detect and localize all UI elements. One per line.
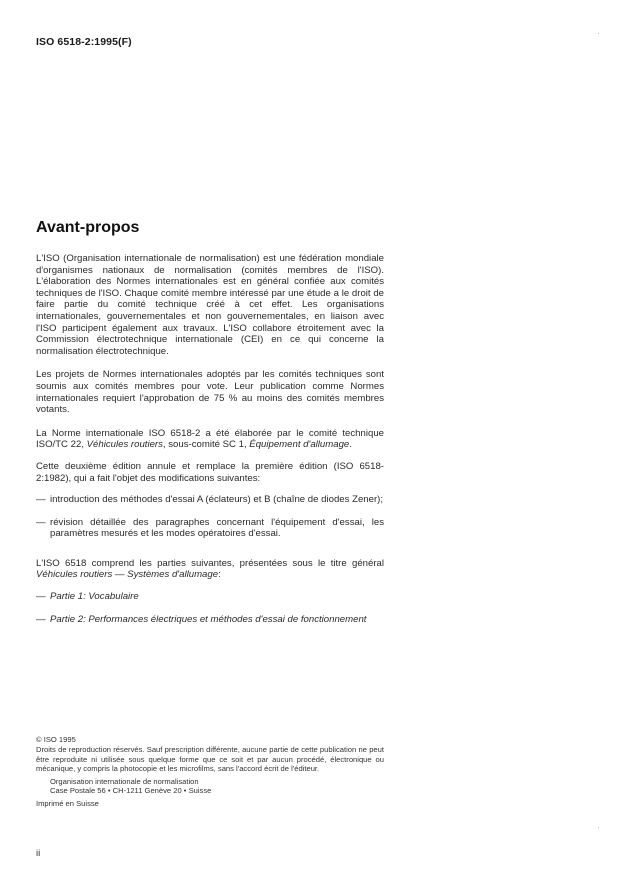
part-title: Partie 1: Vocabulaire [50,591,139,603]
dash-marker: — [36,591,46,603]
list-item [36,591,384,603]
modification-text: révision détaillée des paragraphes concernant l'équipement d'essai, les paramètres mesurés et les modes opératoires d'essai. [50,516,384,540]
part-title: Partie 2: Performances électriques et méthodes d'essai de fonctionnement [50,613,367,625]
paragraph-parts-intro [36,558,384,581]
dash-marker: — [36,494,46,506]
paragraph-edition: Cette deuxième édition annule et remplace la première édition (ISO 6518-2:1982), qui a fait l'objet des modifications suivantes: [36,460,384,484]
copyright-line: © ISO 1995 [36,735,76,744]
committee-equipment-title: Équipement d'allumage [249,439,350,451]
parts-list [36,591,384,625]
modifications-list [36,494,384,540]
organisation-name: Organisation internationale de normalisation [50,776,199,786]
list-item [36,517,384,540]
scan-speck [598,827,599,828]
parts-intro-end: : [218,569,221,581]
rights-notice: Droits de reproduction réservés. Sauf prescription différente, aucune partie de cette publication ne peut être reproduite ni utilisée sous quelque forme que ce soit et par aucun procédé, électronique ou mécanique, y compris la photocopie et les microfilms, sans l'accord écrit de l'éditeur. [36,745,384,774]
dash-marker: — [36,516,46,528]
postal-address: Case Postale 56 • CH-1211 Genève 20 • Suisse [50,786,212,796]
foreword-body [36,253,384,636]
modification-text: introduction des méthodes d'essai A (éclateurs) et B (chaîne de diodes Zener); [50,494,384,506]
copyright-block [36,735,384,809]
dash-marker: — [36,613,46,625]
printed-in: Imprimé en Suisse [36,799,99,809]
paragraph-iso-intro: L'ISO (Organisation internationale de normalisation) est une fédération mondiale d'organismes nationaux de normalisation (comités membres de l'ISO). L'élaboration des Normes internationales est en général confiée aux comités techniques de l'ISO. Chaque comité membre intéressé par une étude a le droit de faire partie du comité technique créé à cet effet. Les organisations internationales, gouvernementales et non gouvernementales, en liaison avec l'ISO participent également aux travaux. L'ISO collabore étroitement avec la Commission électrotechnique internationale (CEI) en ce qui concerne la normalisation électrotechnique. [36,253,384,357]
page-number: ii [36,848,41,859]
document-id-header: ISO 6518-2:1995(F) [36,36,132,48]
section-title: Avant-propos [36,219,140,236]
list-item [36,494,384,506]
scan-speck [598,33,599,34]
committee-text-mid: , sous-comité SC 1, [162,439,250,451]
committee-vehicles-title: Véhicules routiers [86,439,163,451]
committee-text-end: . [349,439,352,451]
committee-text-start: La Norme internationale ISO 6518-2 a été élaborée par le comité technique ISO/TC 22, [36,427,384,451]
parts-general-title: Véhicules routiers — Systèmes d'allumage [36,569,219,581]
list-item [36,614,384,626]
parts-intro-start: L'ISO 6518 comprend les parties suivantes, présentées sous le titre général [36,557,384,569]
paragraph-draft-standards: Les projets de Normes internationales adoptés par les comités techniques sont soumis aux comités membres pour vote. Leur publication comme Normes internationales requiert l'approbation de 75 % au moins des comités membres votants. [36,369,384,416]
paragraph-committee [36,428,384,451]
